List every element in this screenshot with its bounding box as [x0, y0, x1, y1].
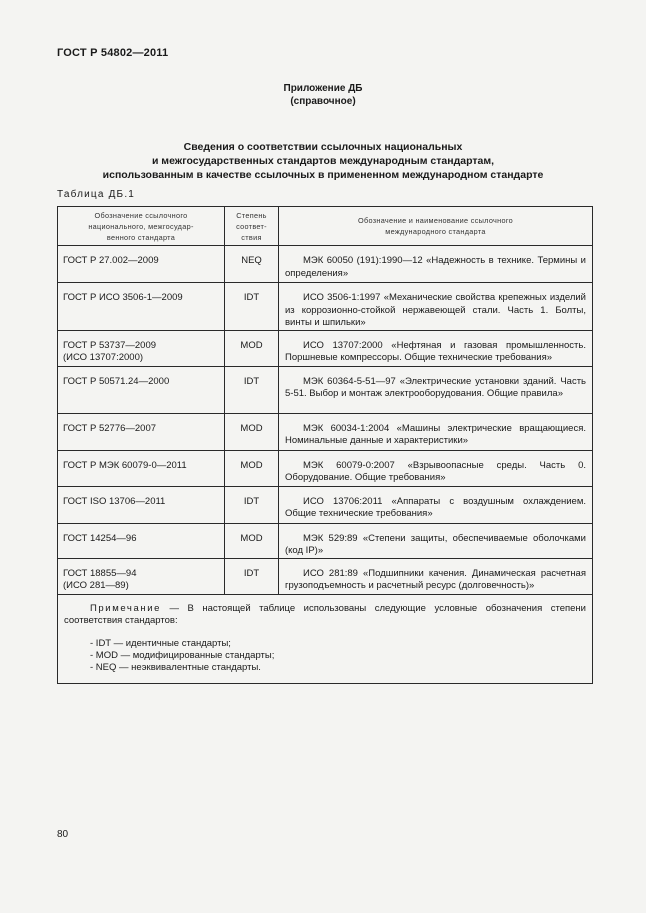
intl-standard-text: ИСО 281:89 «Подшипники качения. Динамическая расчетная грузоподъемность и расчетный ресурс (долговечность)»: [285, 567, 586, 591]
header-line: Степень: [236, 210, 267, 220]
standard-cell: [58, 330, 225, 366]
table-row: [58, 330, 593, 366]
page-number: 80: [57, 829, 69, 840]
standard-cell: [58, 523, 225, 558]
appendix-subtitle: (справочное): [290, 96, 356, 107]
degree-cell: MOD: [225, 330, 279, 366]
standard-designation: ГОСТ 14254—96: [63, 532, 137, 544]
table-row: [58, 246, 593, 283]
intl-standard-cell: [279, 283, 593, 331]
intl-standard-cell: [279, 558, 593, 594]
table-row: [58, 366, 593, 413]
note-list: [64, 638, 586, 674]
standard-designation: ГОСТ 18855—94: [63, 567, 137, 579]
degree-cell: IDT: [225, 558, 279, 594]
standard-cell: [58, 283, 225, 331]
standard-designation: (ИСО 13707:2000): [63, 351, 144, 363]
standard-designation: ГОСТ Р ИСО 3506-1—2009: [63, 292, 183, 303]
table-row: [58, 486, 593, 523]
header-line: венного стандарта: [106, 232, 176, 242]
standard-cell: [58, 450, 225, 486]
title-line: использованным в качестве ссылочных в примененном международном стандарте: [102, 169, 544, 181]
standard-cell: [58, 413, 225, 450]
header-degree: [225, 207, 279, 246]
intl-standard-text: МЭК 529:89 «Степени защиты, обеспечиваемые оболочками (код IP)»: [285, 532, 586, 556]
note-list-item: - MOD — модифицированные стандарты;: [90, 649, 275, 661]
document-header: ГОСТ Р 54802—2011: [57, 47, 169, 59]
intl-standard-text: МЭК 60034-1:2004 «Машины электрические вращающиеся. Номинальные данные и характеристики»: [285, 422, 586, 446]
note-row: [58, 594, 593, 683]
intl-standard-cell: [279, 246, 593, 283]
standard-cell: [58, 366, 225, 413]
title-line: и межгосударственных стандартов международным стандартам,: [151, 155, 495, 167]
note-cell: [58, 594, 593, 683]
degree-cell: IDT: [225, 283, 279, 331]
degree-cell: IDT: [225, 366, 279, 413]
intl-standard-text: ИСО 13707:2000 «Нефтяная и газовая промышленность. Поршневые компрессоры. Общие технические требования»: [285, 339, 586, 363]
header-line: соответ-: [236, 221, 267, 231]
header-line: международного стандарта: [385, 227, 486, 236]
note-list-item: - IDT — идентичные стандарты;: [90, 637, 231, 649]
header-international-standard: [279, 207, 593, 246]
table-header-row: [58, 207, 593, 246]
header-national-standard: [58, 207, 225, 246]
degree-cell: IDT: [225, 486, 279, 523]
table-row: [58, 558, 593, 594]
table-row: [58, 413, 593, 450]
intl-standard-cell: [279, 330, 593, 366]
standard-cell: [58, 486, 225, 523]
intl-standard-cell: [279, 486, 593, 523]
header-line: Обозначение и наименование ссылочного: [358, 216, 513, 225]
title-line: Сведения о соответствии ссылочных национальных: [183, 141, 463, 153]
degree-cell: MOD: [225, 413, 279, 450]
standard-designation: (ИСО 281—89): [63, 579, 129, 591]
standard-cell: [58, 558, 225, 594]
standard-designation: ГОСТ Р 52776—2007: [63, 422, 157, 434]
note-lead: Примечание: [90, 602, 161, 614]
standard-designation: ГОСТ Р 27.002—2009: [63, 255, 159, 266]
intl-standard-cell: [279, 450, 593, 486]
correspondence-table: [57, 206, 593, 684]
note-text: — В настоящей таблице использованы следующие условные обозначения степени соответствия стандартов:: [64, 602, 586, 626]
header-line: Обозначение ссылочного: [94, 210, 188, 220]
degree-cell: NEQ: [225, 246, 279, 283]
table-row: [58, 283, 593, 331]
intl-standard-text: МЭК 60079-0:2007 «Взрывоопасные среды. Часть 0. Оборудование. Общие требования»: [285, 459, 586, 483]
degree-cell: MOD: [225, 450, 279, 486]
table-row: [58, 450, 593, 486]
intl-standard-cell: [279, 413, 593, 450]
intl-standard-cell: [279, 523, 593, 558]
note-list-item: - NEQ — неэквивалентные стандарты.: [90, 661, 261, 673]
standard-designation: ГОСТ Р 50571.24—2000: [63, 375, 170, 387]
table-row: [58, 523, 593, 558]
intl-standard-text: МЭК 60364-5-51—97 «Электрические установки зданий. Часть 5-51. Выбор и монтаж электрооборудования. Общие правила»: [285, 375, 586, 399]
section-title: [0, 140, 646, 182]
intl-standard-text: МЭК 60050 (191):1990—12 «Надежность в технике. Термины и определения»: [285, 255, 586, 279]
standard-designation: ГОСТ Р МЭК 60079-0—2011: [63, 459, 187, 471]
degree-cell: MOD: [225, 523, 279, 558]
standard-designation: ГОСТ ISO 13706—2011: [63, 495, 166, 507]
intl-standard-text: ИСО 3506-1:1997 «Механические свойства крепежных изделий из коррозионно-стойкой нержавеющей стали. Часть 1. Болты, винты и шпильки»: [285, 292, 586, 328]
note-paragraph: [64, 603, 586, 628]
standard-designation: ГОСТ Р 53737—2009: [63, 339, 157, 351]
intl-standard-text: ИСО 13706:2011 «Аппараты с воздушным охлаждением. Общие технические требования»: [285, 495, 586, 519]
appendix-title: Приложение ДБ: [283, 83, 363, 94]
header-line: национального, межгосудар-: [88, 221, 194, 231]
table-label: Таблица ДБ.1: [57, 189, 136, 200]
intl-standard-cell: [279, 366, 593, 413]
header-line: ствия: [241, 232, 262, 242]
appendix-heading: [0, 82, 646, 108]
standard-cell: [58, 246, 225, 283]
